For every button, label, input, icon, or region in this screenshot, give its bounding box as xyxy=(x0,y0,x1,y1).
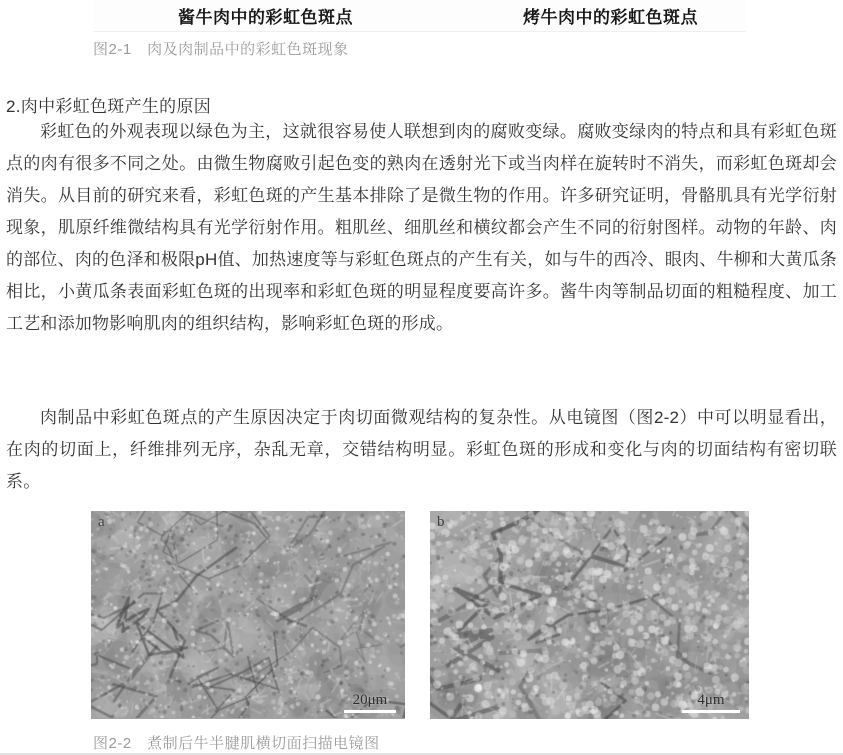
figure-2-2 xyxy=(91,511,749,719)
figure-2-2-caption: 图2-2 煮制后牛半腱肌横切面扫描电镜图 xyxy=(93,735,380,752)
sem-micrograph-a xyxy=(91,511,405,718)
panel-a-label: a xyxy=(98,514,105,530)
figure-2-1-caption: 图2-1 肉及肉制品中的彩虹色斑现象 xyxy=(93,41,349,58)
panel-b-label: b xyxy=(437,514,445,530)
paragraph-1: 彩虹色的外观表现以绿色为主，这就很容易使人联想到肉的腐败变绿。腐败变绿肉的特点和具有彩虹色斑点的肉有很多不同之处。由微生物腐败引起色变的熟肉在透射光下或当肉样在旋转时不消失，而彩虹色斑却会消失。从目前的研究来看，彩虹色斑的产生基本排除了是微生物的作用。许多研究证明，骨骼肌具有光学衍射现象，肌原纤维微结构具有光学衍射作用。粗肌丝、细肌丝和横纹都会产生不同的衍射图样。动物的年龄、肉的部位、肉的色泽和极限pH值、加热速度等与彩虹色斑点的产生有关，如与牛的西冷、眼肉、牛柳和大黄瓜条相比，小黄瓜条表面彩虹色斑的出现率和彩虹色斑的明显程度要高许多。酱牛肉等制品切面的粗糙程度、加工工艺和添加物影响肌肉的组织结构，影响彩虹色斑的形成。 xyxy=(6,122,837,333)
figure-2-1-right-photo-label: 烤牛肉中的彩虹色斑点 xyxy=(523,8,698,27)
section-heading: 2.肉中彩虹色斑产生的原因 xyxy=(6,97,212,116)
scale-bar-line-a xyxy=(344,710,396,713)
scale-bar-line-b xyxy=(682,710,740,713)
scale-bar-a xyxy=(344,692,396,713)
scale-text-a: 20μm xyxy=(352,692,388,708)
sem-panel-b xyxy=(430,511,749,719)
sem-panel-a xyxy=(91,511,405,719)
scale-text-b: 4μm xyxy=(697,692,725,708)
paragraph-2: 肉制品中彩虹色斑点的产生原因决定于肉切面微观结构的复杂性。从电镜图（图2-2）中可以明显看出，在肉的切面上，纤维排列无序，杂乱无章，交错结构明显。彩虹色斑的形成和变化与肉的切面结构有密切联系。 xyxy=(6,408,837,491)
figure-2-1-left-photo-label: 酱牛肉中的彩虹色斑点 xyxy=(178,8,353,27)
scale-bar-b xyxy=(682,692,740,713)
sem-micrograph-b xyxy=(430,511,749,719)
figure-2-1-photo-strip xyxy=(93,0,746,32)
